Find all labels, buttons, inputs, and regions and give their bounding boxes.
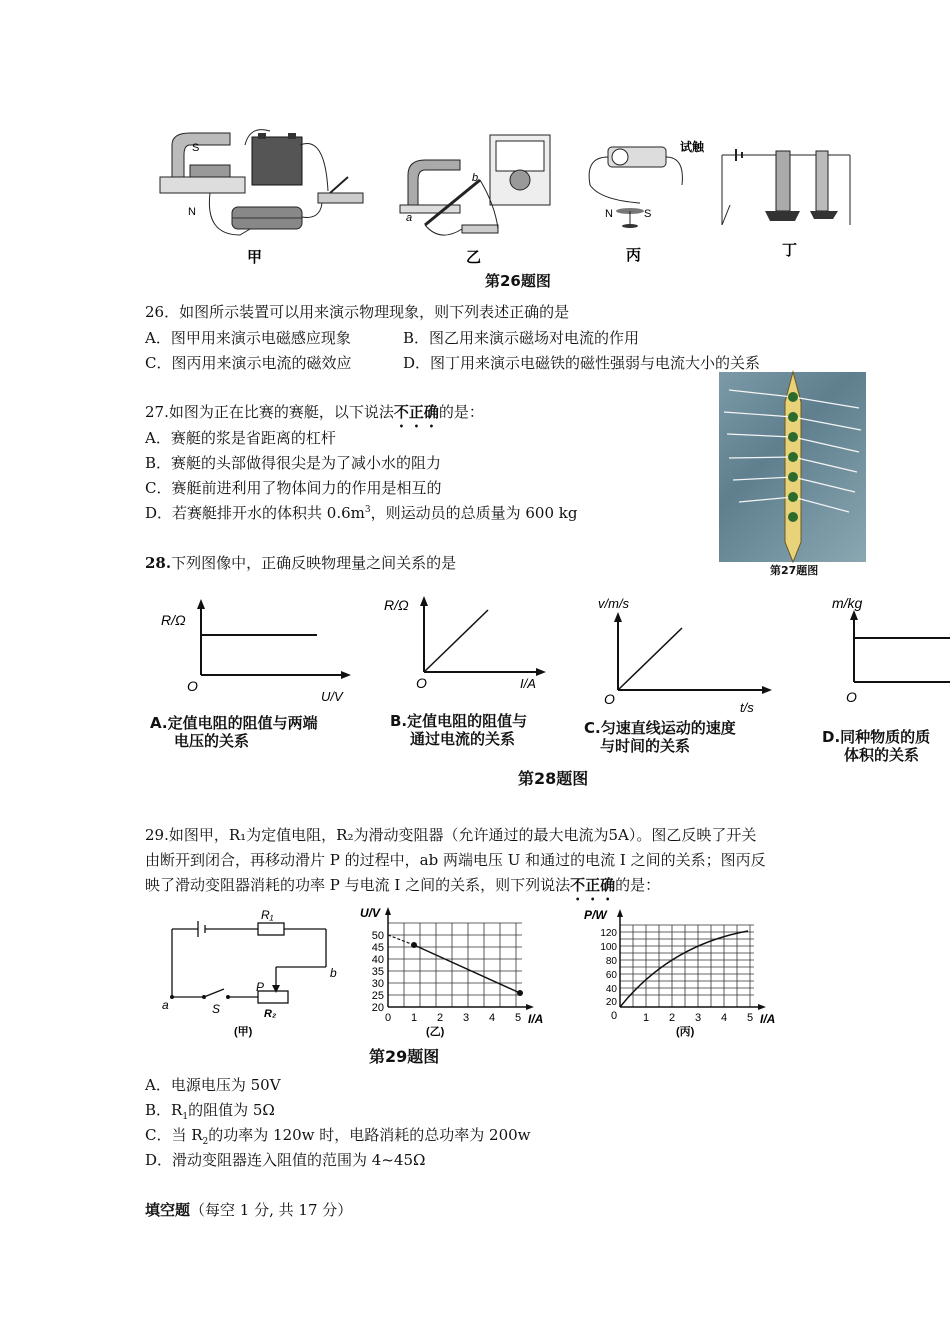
q29-b-sub: 1 [182,1112,189,1122]
q29-label-r1: R₁ [261,908,274,922]
fill-section-title: 填空题 [145,1201,191,1219]
q28-c-origin: O [604,691,615,707]
fig26-label-n: N [188,206,196,218]
q29-b-post: 的阻值为 5Ω [188,1101,275,1119]
q28-b-caption-line1: B.定值电阻的阻值与 [390,712,528,730]
q29-yi-ylabel: U/V [360,906,381,920]
q28-graph-b [380,590,560,700]
q28-graph-d [828,592,950,712]
q29-graph-yi [352,905,557,1040]
q28-d-origin: O [846,689,857,705]
q26-option-b: B．图乙用来演示磁场对电流的作用 [403,329,640,347]
q29-yi-xtick-5: 5 [514,1012,522,1024]
q29-bing-xtick-1: 1 [642,1012,650,1024]
q26-stem: 26．如图所示装置可以用来演示物理现象，则下列表述正确的是 [145,303,570,321]
q29-line3 [145,874,660,904]
q29-bing-ytick-40: 40 [605,984,617,995]
q28-a-ylabel: R/Ω [161,612,186,628]
q27-photo-caption: 第27题图 [770,564,819,577]
fill-section-header [145,1199,352,1220]
q28-b-y-arrow [420,596,428,606]
q28-d-caption-line1: D.同种物质的质 [822,728,931,746]
q27-d-sup: 3 [364,505,371,515]
q29-option-c [145,1124,531,1147]
q29-bing-xtick-5: 5 [746,1012,754,1024]
q28-a-caption-line2: 电压的关系 [174,732,250,750]
q27-d-pre: D．若赛艇排开水的体积共 0.6m [145,504,365,522]
q29-yi-ytick-50: 50 [371,930,384,942]
fig26-label-bing: 丙 [626,247,642,264]
q29-c-pre: C．当 R [145,1126,203,1144]
q29-bing-ytick-120: 120 [600,928,617,939]
q28-a-origin: O [187,678,198,694]
q26-option-a: A．图甲用来演示电磁感应现象 [145,329,351,347]
q28-b-xlabel: I/A [520,676,536,691]
fig26-label-yi: 乙 [466,249,482,266]
q27-option-c: C．赛艇前进利用了物体间力的作用是相互的 [145,479,442,497]
q28-c-caption-line1: C.匀速直线运动的速度 [584,719,736,737]
fig26-label-jia: 甲 [247,249,263,266]
q27-option-a: A．赛艇的浆是省距离的杠杆 [145,429,336,447]
q28-d-caption-line2: 体积的关系 [844,746,920,764]
q29-bing-ytick-80: 80 [605,956,617,967]
q29-yi-xtick-0: 0 [384,1012,392,1024]
q29-bing-ytick-20: 20 [605,997,617,1008]
q29-yi-ytick-45: 45 [371,942,384,954]
q28-d-y-arrow [850,610,858,620]
q29-label-a: a [162,998,169,1012]
q29-label-b: b [330,966,337,980]
fill-section-note: （每空 1 分, 共 17 分） [190,1201,353,1219]
q28-b-line [424,610,488,672]
q28-a-y-arrow [197,599,205,609]
q29-yi-xtick-2: 2 [436,1012,444,1024]
q29-yi-xtick-1: 1 [410,1012,418,1024]
q29-bing-ytick-100: 100 [600,942,617,953]
fig26-label-b: b [472,172,479,184]
fig26-label-n2: N [605,208,613,220]
q29-yi-point-1 [411,942,417,948]
q28-a-x-arrow [341,671,351,679]
q27-stem-post: 的是： [438,403,484,421]
q29-bing-caption: (丙) [676,1026,695,1038]
q28-graph-c [590,592,780,717]
q28-d-ylabel: m/kg [832,595,863,611]
q29-bing-curve [620,931,748,1007]
q28-c-caption [584,719,736,755]
q29-bing-xtick-0: 0 [610,1010,618,1022]
q27-stem-emphasis: 不正确 [393,403,439,421]
q28-b-caption [390,712,527,748]
q29-yi-caption: (乙) [426,1026,445,1038]
q29-bing-xlabel: I/A [760,1012,776,1026]
q28-b-caption-line2: 通过电流的关系 [410,730,516,748]
q29-yi-line [414,945,520,993]
q29-c-post: 的功率为 120w 时，电路消耗的总功率为 200w [208,1126,531,1144]
q28-graph-a [155,595,355,710]
q29-bing-ylabel: P/W [584,908,607,922]
q28-b-origin: O [416,675,427,691]
q28-stem-text: 下列图像中，正确反映物理量之间关系的是 [171,554,457,572]
q28-b-ylabel: R/Ω [384,597,409,613]
q28-caption: 第28题图 [518,769,589,788]
q26-option-d: D．图丁用来演示电磁铁的磁性强弱与电流大小的关系 [403,354,761,372]
q28-c-ylabel: v/m/s [598,596,630,611]
q29-bing-xtick-3: 3 [694,1012,702,1024]
fig26-jia-drawing [160,130,363,235]
q29-caption: 第29题图 [369,1047,440,1066]
q28-b-x-arrow [536,668,546,676]
fig26-label-shizhou: 试触 [680,140,705,154]
q28-c-caption-line2: 与时间的关系 [600,737,691,755]
q29-option-d: D．滑动变阻器连入阻值的范围为 4~45Ω [145,1151,426,1169]
q29-bing-grid [620,925,754,1007]
q29-r1-resistor [258,923,284,935]
q29-line3-emphasis: 不正确 [570,876,616,894]
q29-yi-ytick-20: 20 [371,1002,384,1014]
q29-bing-xtick-2: 2 [668,1012,676,1024]
q28-d-caption [822,728,930,764]
q29-graph-bing [580,905,790,1040]
q29-c-sub: 2 [202,1137,209,1147]
q29-line3-post: 的是： [615,876,661,894]
q29-yi-xtick-4: 4 [488,1012,496,1024]
q29-yi-ytick-25: 25 [371,990,384,1002]
q29-yi-xlabel: I/A [528,1012,544,1026]
q26-option-c: C．图丙用来演示电流的磁效应 [145,354,352,372]
q29-option-b [145,1099,275,1122]
q28-c-xlabel: t/s [740,700,754,715]
q28-c-x-arrow [762,686,772,694]
q29-label-s: S [212,1002,221,1016]
q29-yi-xtick-3: 3 [462,1012,470,1024]
q28-a-caption-line1: A.定值电阻的阻值与两端 [150,714,318,732]
fig26-ding-drawing [722,149,850,225]
q27-option-d [145,502,577,523]
q29-yi-ytick-30: 30 [371,978,384,990]
rowing-boat-photo [719,372,866,562]
fig26-label-s: S [192,142,200,154]
q28-a-xlabel: U/V [321,689,343,704]
q29-yi-point-2 [517,990,523,996]
q29-circuit [158,905,348,1040]
q29-yi-ytick-35: 35 [371,966,384,978]
fig26-label-ding: 丁 [782,242,798,259]
fig26-caption: 第26题图 [485,272,551,290]
q29-b-pre: B．R [145,1101,183,1119]
q27-d-post: ，则运动员的总质量为 600 kg [370,504,578,522]
q29-line1: 29.如图甲，R₁为定值电阻，R₂为滑动变阻器（允许通过的最大电流为5A）。图乙反映了开关 [145,826,757,844]
q29-label-p: P [256,980,265,994]
q29-circuit-caption: (甲) [234,1026,253,1038]
q28-stem [145,552,456,573]
q29-line3-pre: 映了滑动变阻器消耗的功率 P 与电流 I 之间的关系，则下列说法 [145,876,571,894]
q28-stem-number: 28. [145,554,172,572]
q29-option-a: A．电源电压为 50V [145,1076,281,1094]
q28-c-y-arrow [614,612,622,622]
fig26-label-a: a [406,212,413,224]
q29-label-r2: R₂ [264,1008,277,1020]
fig26-apparatus [150,125,870,266]
fig26-bing-drawing [589,147,682,228]
q29-yi-dashed-segment [388,935,414,945]
q28-a-caption [150,714,318,750]
q29-bing-ytick-60: 60 [605,970,617,981]
fig26-yi-drawing [400,135,550,235]
q29-yi-ytick-40: 40 [371,954,384,966]
q29-yi-grid [388,923,522,1007]
fig26-label-s2: S [644,208,652,220]
q27-stem-pre: 27.如图为正在比赛的赛艇，以下说法 [145,403,394,421]
q29-line2: 由断开到闭合，再移动滑片 P 的过程中，ab 两端电压 U 和通过的电流 I 之间的关系；图丙反 [145,851,766,869]
q28-c-line [618,628,682,690]
q27-option-b: B．赛艇的头部做得很尖是为了减小水的阻力 [145,454,442,472]
q29-bing-xtick-4: 4 [720,1012,728,1024]
